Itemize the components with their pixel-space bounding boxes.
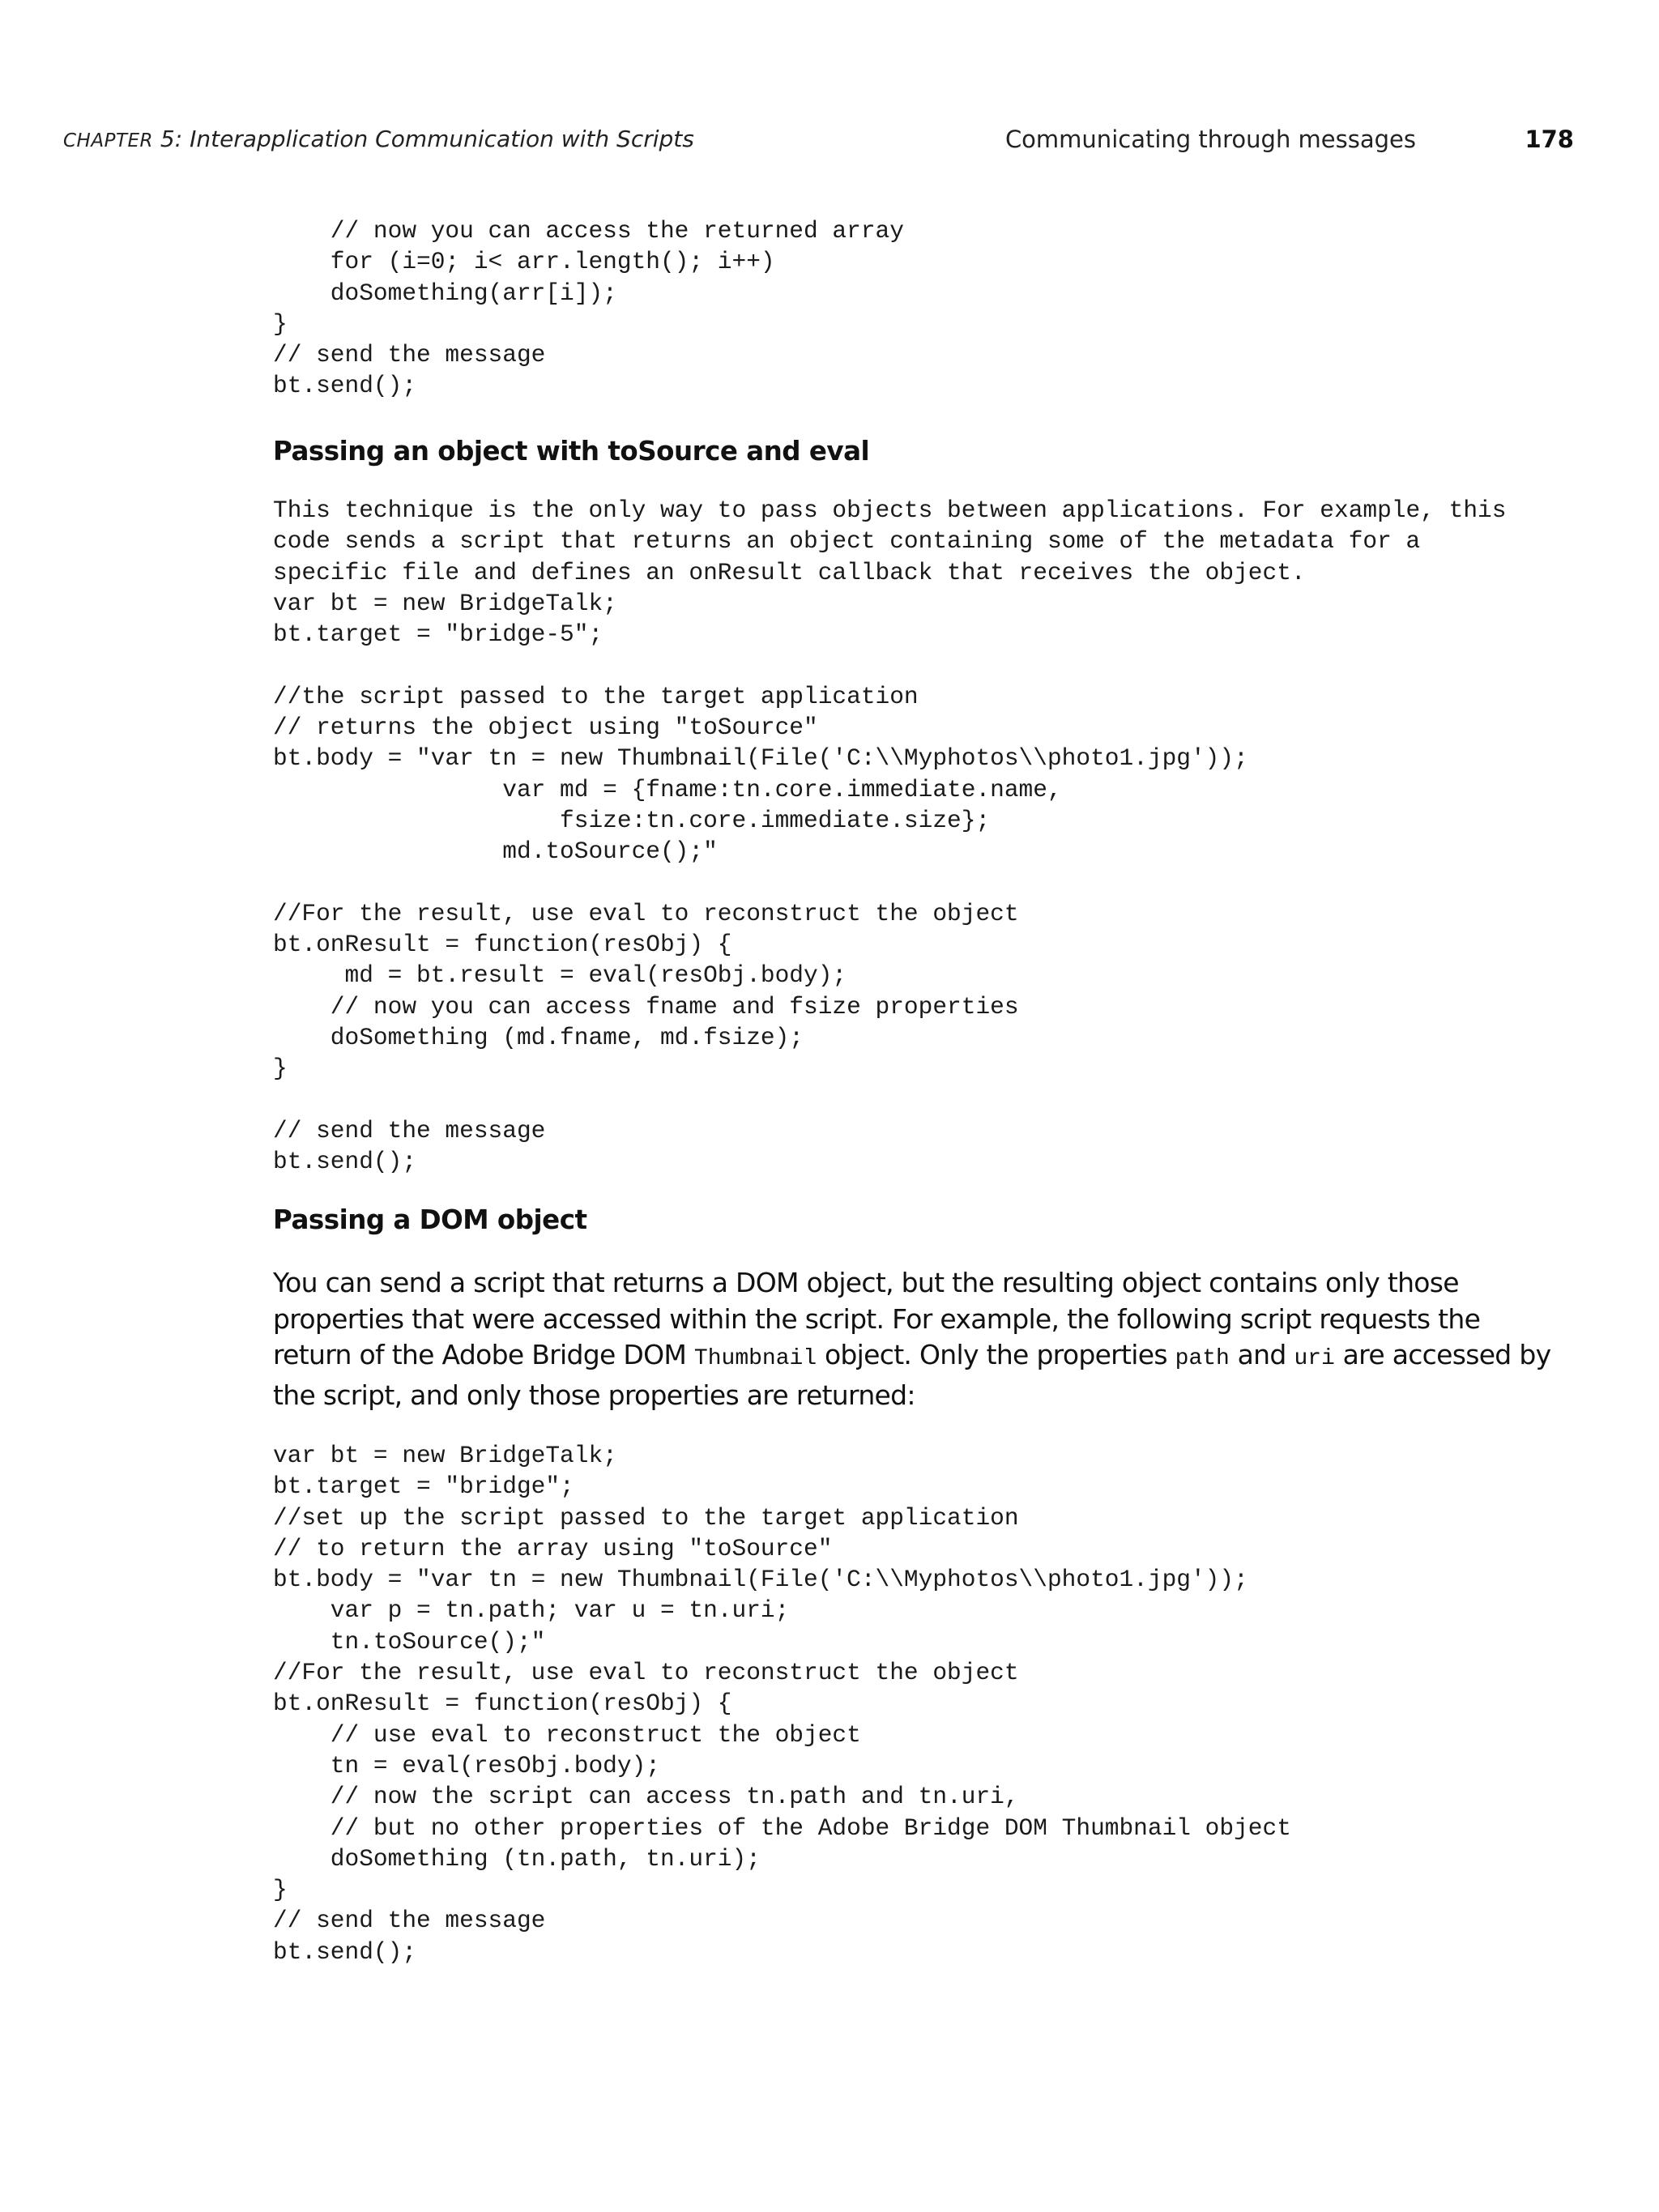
inline-code: Thumbnail xyxy=(693,1346,817,1371)
section-heading-wrapper xyxy=(273,1204,1569,1235)
inline-code: path xyxy=(1175,1346,1230,1371)
section-heading-wrapper xyxy=(273,436,1569,467)
page-number: 178 xyxy=(1525,126,1574,153)
section-title: Communicating through messages xyxy=(1004,126,1416,153)
inline-code: uri xyxy=(1294,1346,1335,1371)
code-listing: var bt = new BridgeTalk; bt.target = "bridge"; //set up the script passed to the target application // to return the array using "toSource" bt.body = "var tn = new Thumbnail(File('C:\\Myphotos\\photo1.jpg')); var p = tn.path; var u = tn.uri; tn.toSource();" //For the result, use eval to reconstruct the object bt.onResult = function(resObj) { // use eval to reconstruct the object tn = eval(resObj.body); // now the script can access tn.path and tn.uri, // but no other properties of the Adobe Bridge DOM Thumbnail object doSomething (tn.path, tn.uri); } // send the message bt.send(); xyxy=(273,1442,1291,1966)
code-block-top xyxy=(273,215,1569,402)
chapter-title xyxy=(63,126,694,152)
code-block-tosource xyxy=(273,495,1569,1178)
paragraph-text: object. Only the properties xyxy=(817,1339,1175,1370)
section-heading: Passing an object with toSource and eval xyxy=(273,436,870,467)
code-block-dom xyxy=(273,1440,1569,1967)
code-listing: // now you can access the returned array for (i=0; i< arr.length(); i++) doSomething(arr[i]); } // send the message bt.send(); xyxy=(273,217,904,400)
paragraph-text: You can send a script that returns a DOM object, but the resulting object contains only those properties that were accessed within the script. For example, the following script requests the return of the Adobe Bridge DOM xyxy=(273,1267,1481,1370)
chapter-label: CHAPTER xyxy=(63,130,154,151)
paragraph-text: are accessed by the script, and only those properties are returned: xyxy=(273,1339,1551,1411)
code-listing: This technique is the only way to pass objects between applications. For example, this code sends a script that returns an object containing some of the metadata for a specific file and defines an onResult callback that receives the object. var bt = new BridgeTalk; bt.target = "bridge-5"; //the script passed to the target application // returns the object using "toSource" bt.body = "var tn = new Thumbnail(File('C:\\Myphotos\\photo1.jpg')); var md = {fname:tn.core.immediate.name, fsize:tn.core.immediate.size}; md.toSource();" //For the result, use eval to reconstruct the object bt.onResult = function(resObj) { md = bt.result = eval(resObj.body); // now you can access fname and fsize properties doSomething (md.fname, md.fsize); } // send the message bt.send(); xyxy=(273,497,1507,1176)
body-paragraph xyxy=(273,1265,1553,1413)
section-heading: Passing a DOM object xyxy=(273,1204,587,1235)
paragraph-text: and xyxy=(1229,1339,1294,1370)
running-header xyxy=(0,126,1659,158)
chapter-name: 5: Interapplication Communication with Scripts xyxy=(153,126,694,152)
body-paragraph-wrapper xyxy=(273,1265,1569,1413)
